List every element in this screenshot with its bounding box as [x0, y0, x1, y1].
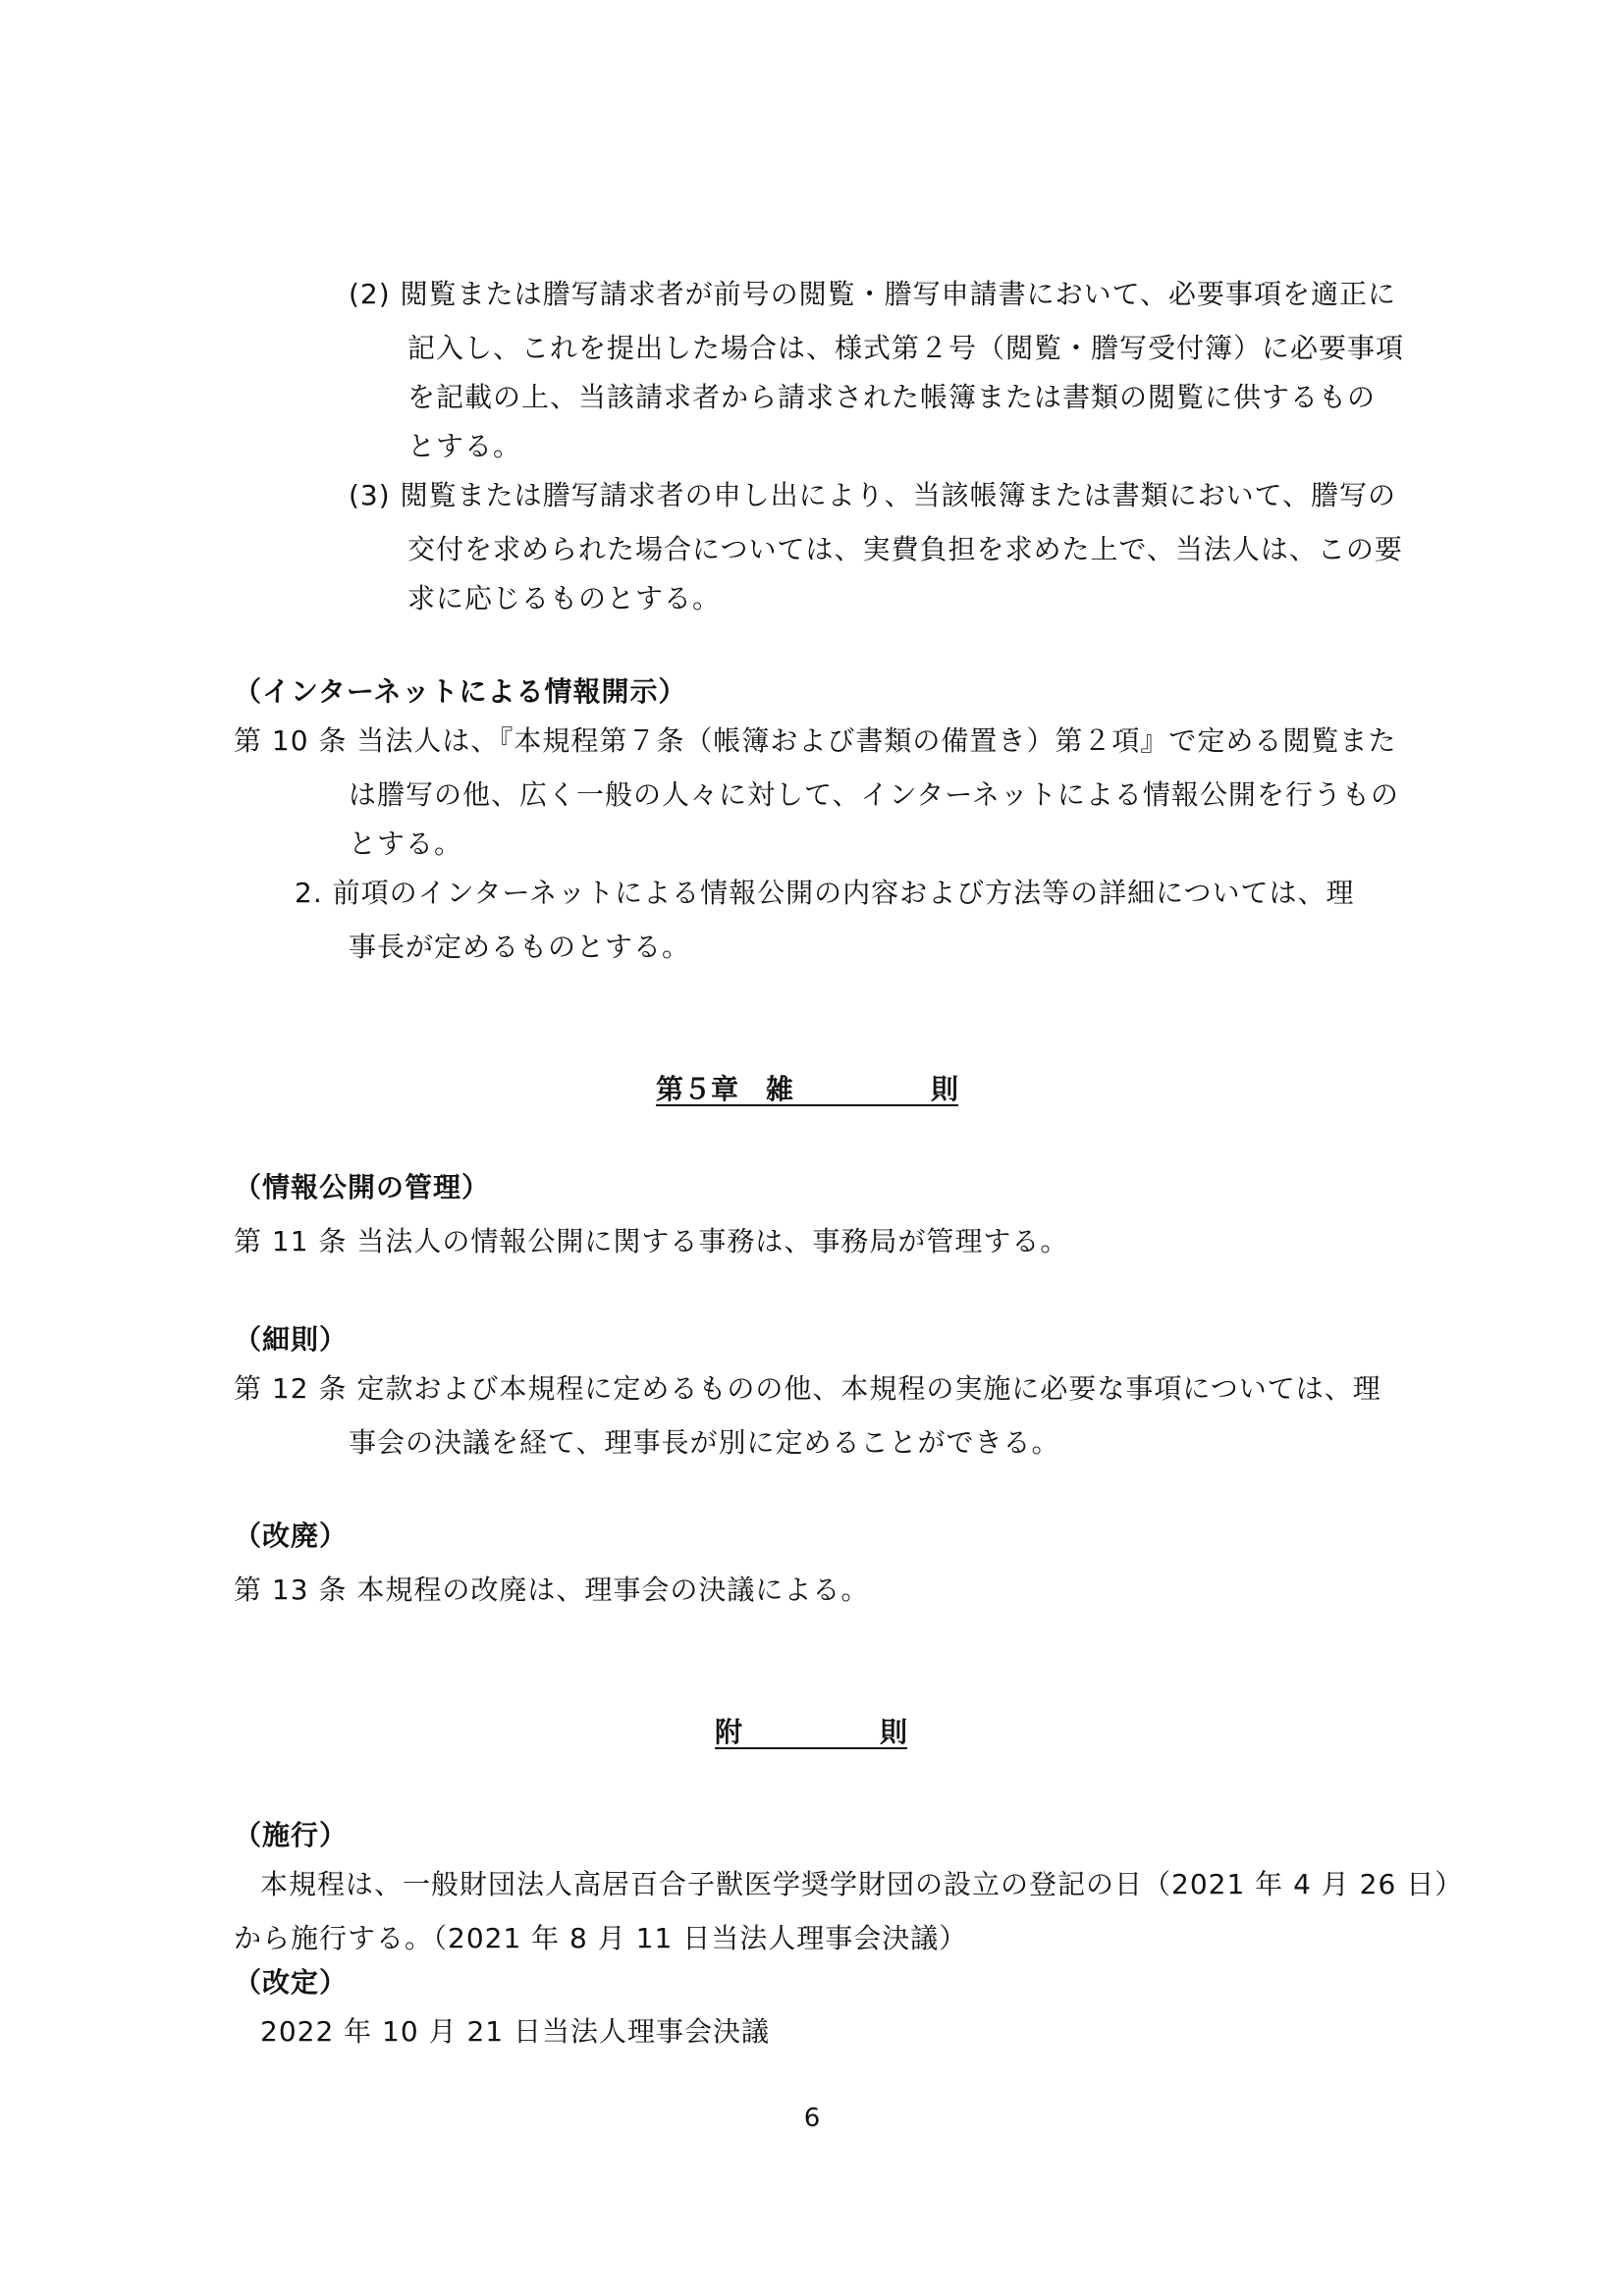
item-2-line-2: 記入し、これを提出した場合は、様式第２号（閲覧・謄写受付簿）に必要事項 [407, 332, 1405, 364]
article-10-heading: （インターネットによる情報開示） [234, 675, 687, 708]
item-3-line-2: 交付を求められた場合については、実費負担を求めた上で、当法人は、この要 [407, 533, 1403, 565]
article-10-line-3: とする。 [349, 828, 463, 860]
supplementary-title: 附 則 [715, 1716, 908, 1748]
article-11-heading: （情報公開の管理） [234, 1171, 491, 1203]
article-13-line: 第 13 条 本規程の改廃は、理事会の決議による。 [234, 1574, 870, 1606]
page-number: 6 [803, 2104, 821, 2133]
item-2-line-1: (2) 閲覧または謄写請求者が前号の閲覧・謄写申請書において、必要事項を適正に [349, 278, 1397, 310]
article-10-para-2-line-2: 事長が定めるものとする。 [349, 931, 691, 963]
article-12-line-1: 第 12 条 定款および本規程に定めるものの他、本規程の実施に必要な事項については、理 [234, 1372, 1381, 1405]
item-2-line-3: を記載の上、当該請求者から請求された帳簿または書類の閲覧に供するもの [407, 381, 1377, 413]
revision-line: 2022 年 10 月 21 日当法人理事会決議 [260, 2015, 771, 2048]
article-10-line-1: 第 10 条 当法人は、『本規程第７条（帳簿および書類の備置き）第２項』で定める閲覧また [234, 724, 1397, 757]
article-11-line: 第 11 条 当法人の情報公開に関する事務は、事務局が管理する。 [234, 1225, 1069, 1257]
article-12-line-2: 事会の決議を経て、理事長が別に定めることができる。 [349, 1426, 1060, 1459]
revision-heading: （改定） [234, 1966, 349, 1999]
enforcement-heading: （施行） [234, 1819, 349, 1851]
article-13-heading: （改廃） [234, 1520, 349, 1552]
item-2-line-4: とする。 [407, 430, 522, 462]
article-10-line-2: は謄写の他、広く一般の人々に対して、インターネットによる情報公開を行うもの [349, 778, 1399, 811]
enforcement-line-2: から施行する。（2021 年 8 月 11 日当法人理事会決議） [234, 1922, 968, 1954]
article-12-heading: （細則） [234, 1323, 349, 1356]
chapter-5-title: 第５章 雑 則 [656, 1073, 959, 1105]
item-3-line-1: (3) 閲覧または謄写請求者の申し出により、当該帳簿または書類において、謄写の [349, 479, 1397, 511]
enforcement-line-1: 本規程は、一般財団法人高居百合子獣医学奨学財団の設立の登記の日（2021 年 4 月 26 日） [260, 1868, 1464, 1900]
article-10-para-2-line-1: 2. 前項のインターネットによる情報公開の内容および方法等の詳細については、理 [295, 877, 1355, 909]
item-3-line-3: 求に応じるものとする。 [407, 582, 722, 614]
